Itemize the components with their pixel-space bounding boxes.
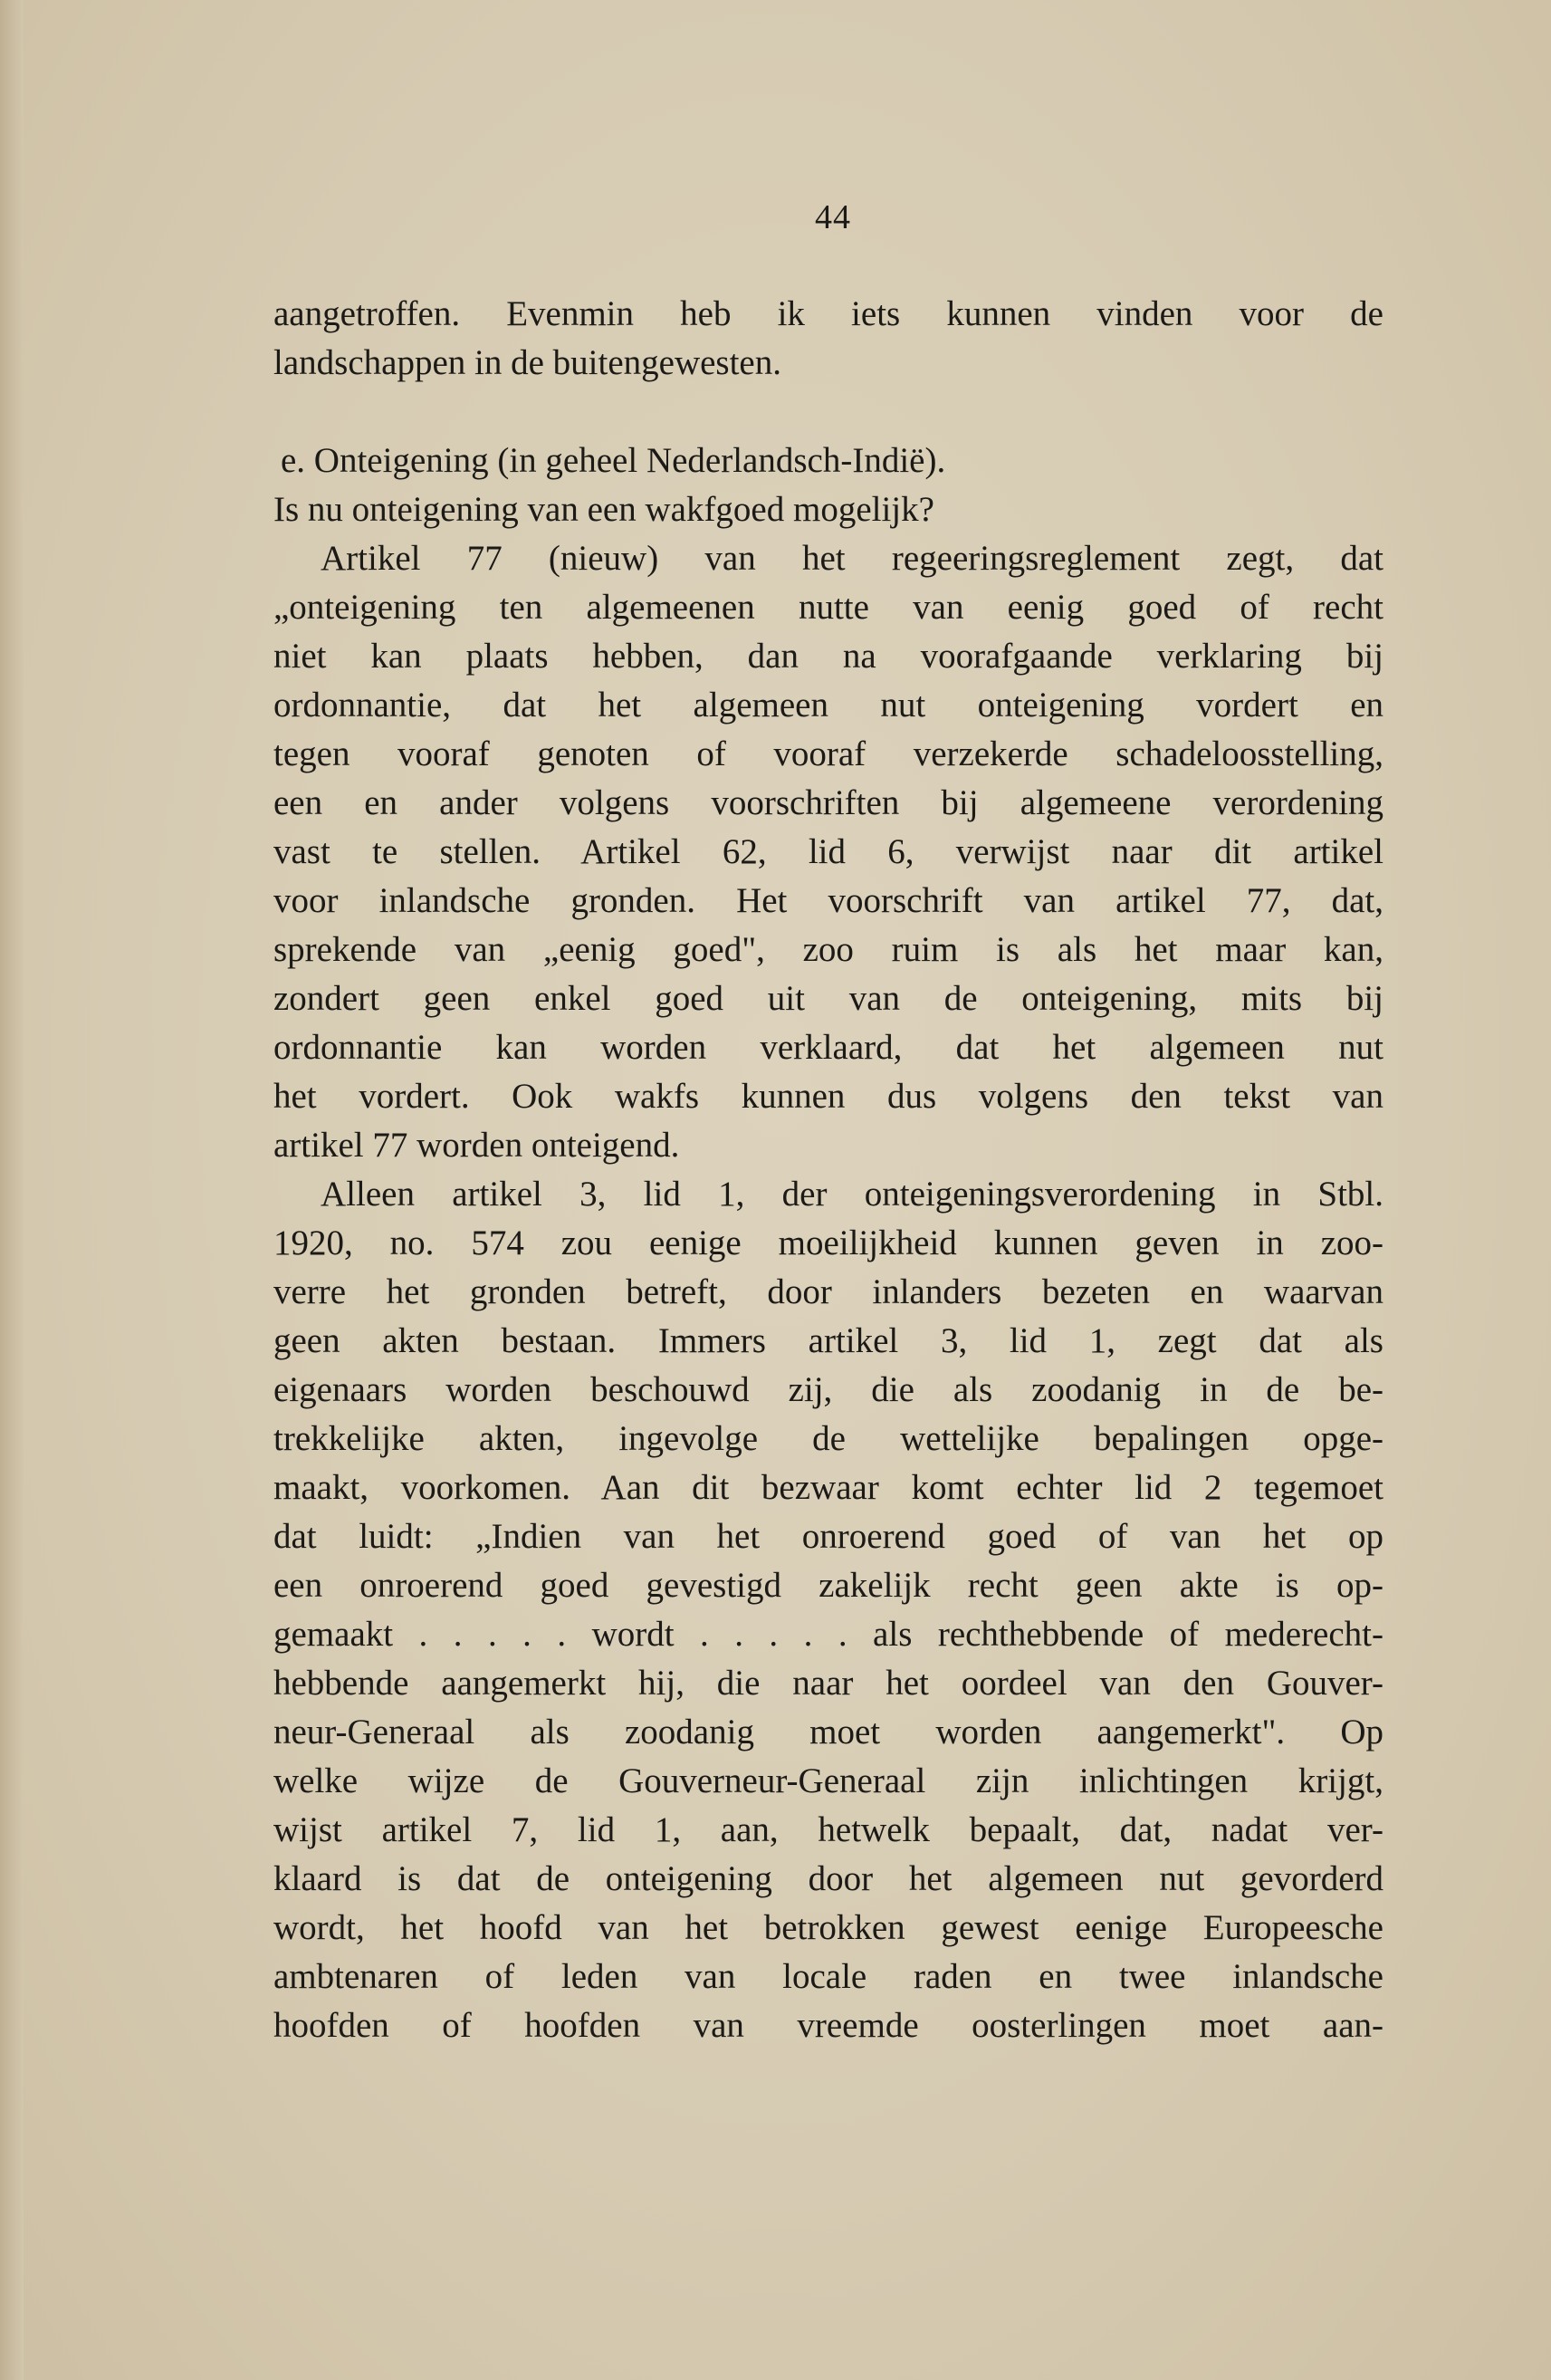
text-line: een onroerend goed gevestigd zakelijk recht geen akte is op-	[273, 1566, 1383, 1605]
text-line: aangetroffen. Evenmin heb ik iets kunnen vinden voor de	[273, 294, 1383, 333]
text-line: Artikel 77 (nieuw) van het regeeringsreglement zegt, dat	[321, 539, 1383, 578]
text-line: verre het gronden betreft, door inlanders bezeten en waarvan	[273, 1272, 1383, 1311]
text-line: vast te stellen. Artikel 62, lid 6, verwijst naar dit artikel	[273, 832, 1383, 871]
text-line: het vordert. Ook wakfs kunnen dus volgens den tekst van	[273, 1077, 1383, 1116]
text-line: geen akten bestaan. Immers artikel 3, lid 1, zegt dat als	[273, 1321, 1383, 1360]
text-line: neur-Generaal als zoodanig moet worden aangemerkt". Op	[273, 1713, 1383, 1751]
text-line: welke wijze de Gouverneur-Generaal zijn inlichtingen krijgt,	[273, 1761, 1383, 1800]
text-line: 1920, no. 574 zou eenige moeilijkheid kunnen geven in zoo-	[273, 1224, 1383, 1262]
text-line: Is nu onteigening van een wakfgoed mogelijk?	[273, 490, 934, 529]
text-line: sprekende van „eenig goed", zoo ruim is als het maar kan,	[273, 930, 1383, 969]
text-line: wijst artikel 7, lid 1, aan, hetwelk bepaalt, dat, nadat ver-	[273, 1810, 1383, 1849]
text-line: trekkelijke akten, ingevolge de wettelijke bepalingen opge-	[273, 1419, 1383, 1458]
text-line: Alleen artikel 3, lid 1, der onteigeningsverordening in Stbl.	[321, 1175, 1383, 1214]
text-line: ambtenaren of leden van locale raden en twee inlandsche	[273, 1957, 1383, 1996]
text-line: maakt, voorkomen. Aan dit bezwaar komt echter lid 2 tegemoet	[273, 1468, 1383, 1507]
text-line: ordonnantie, dat het algemeen nut onteigening vordert en	[273, 686, 1383, 725]
text-line: zondert geen enkel goed uit van de onteigening, mits bij	[273, 979, 1383, 1018]
body-text	[273, 290, 1383, 2050]
text-line: voor inlandsche gronden. Het voorschrift van artikel 77, dat,	[273, 881, 1383, 920]
text-line: hoofden of hoofden van vreemde oosterlingen moet aan-	[273, 2006, 1383, 2045]
section-heading: e. Onteigening (in geheel Nederlandsch-Indië).	[281, 441, 946, 480]
text-line: niet kan plaats hebben, dan na voorafgaande verklaring bij	[273, 637, 1383, 676]
text-line: „onteigening ten algemeenen nutte van eenig goed of recht	[273, 588, 1383, 627]
text-line: dat luidt: „Indien van het onroerend goed of van het op	[273, 1517, 1383, 1556]
paragraph-gap	[273, 388, 1383, 437]
text-line: landschappen in de buitengewesten.	[273, 343, 781, 382]
text-line: ordonnantie kan worden verklaard, dat het algemeen nut	[273, 1028, 1383, 1067]
text-line: klaard is dat de onteigening door het algemeen nut gevorderd	[273, 1859, 1383, 1898]
text-line: artikel 77 worden onteigend.	[273, 1126, 680, 1165]
text-line: tegen vooraf genoten of vooraf verzekerde schadeloosstelling,	[273, 734, 1383, 773]
text-line: gemaakt . . . . . wordt . . . . . als rechthebbende of mederecht-	[273, 1615, 1383, 1654]
text-line: wordt, het hoofd van het betrokken gewest eenige Europeesche	[273, 1908, 1383, 1947]
text-line: hebbende aangemerkt hij, die naar het oordeel van den Gouver-	[273, 1664, 1383, 1703]
text-line: eigenaars worden beschouwd zij, die als zoodanig in de be-	[273, 1370, 1383, 1409]
text-line: een en ander volgens voorschriften bij algemeene verordening	[273, 783, 1383, 822]
page-binding-edge	[0, 0, 24, 2380]
page-number: 44	[815, 198, 851, 236]
